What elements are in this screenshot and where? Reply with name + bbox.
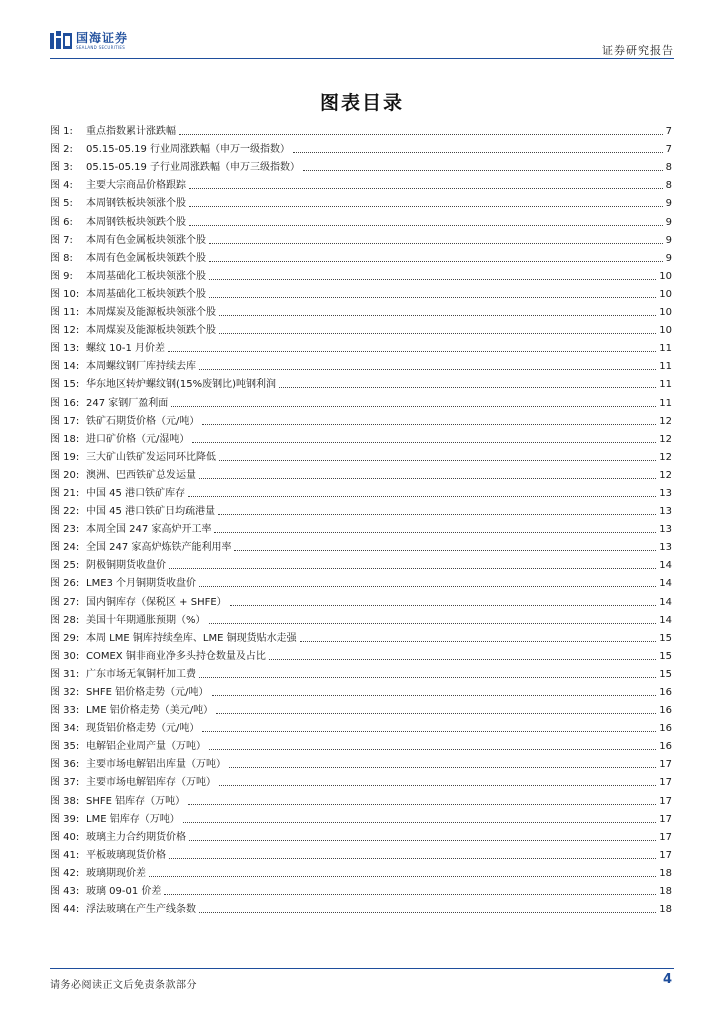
toc-page-number: 12 [659, 433, 672, 445]
toc-figure-number: 图 38: [50, 795, 80, 807]
toc-figure-title: 本周基础化工板块领跌个股 [86, 288, 206, 300]
toc-page-number: 14 [659, 596, 672, 608]
toc-page-number: 9 [665, 198, 672, 210]
toc-entry[interactable] [50, 428, 672, 446]
toc-figure-title: 广东市场无氧铜杆加工费 [86, 668, 196, 680]
toc-entry[interactable] [50, 826, 672, 844]
toc-dot-leader [230, 605, 657, 606]
toc-figure-number: 图 37: [50, 777, 80, 789]
toc-page-number: 17 [659, 777, 672, 789]
toc-entry[interactable] [50, 301, 672, 319]
toc-page-number: 8 [665, 162, 672, 174]
toc-page-number: 12 [659, 415, 672, 427]
toc-figure-number: 图 14: [50, 361, 80, 373]
footer-disclaimer: 请务必阅读正文后免责条款部分 [50, 980, 197, 991]
toc-figure-number: 图 40: [50, 831, 80, 843]
toc-figure-number: 图 35: [50, 741, 80, 753]
toc-page-number: 13 [659, 542, 672, 554]
toc-figure-number: 图 25: [50, 560, 80, 572]
toc-figure-number: 图 4: [50, 180, 73, 192]
toc-entry[interactable] [50, 699, 672, 717]
toc-dot-leader [229, 767, 656, 768]
toc-entry[interactable] [50, 609, 672, 627]
toc-page-number: 10 [659, 288, 672, 300]
toc-entry[interactable] [50, 717, 672, 735]
toc-entry[interactable] [50, 663, 672, 681]
toc-page-number: 13 [659, 487, 672, 499]
toc-dot-leader [199, 912, 656, 913]
toc-dot-leader [189, 206, 663, 207]
toc-dot-leader [209, 243, 663, 244]
toc-page-number: 15 [659, 668, 672, 680]
toc-figure-number: 图 6: [50, 216, 73, 228]
toc-entry[interactable] [50, 446, 672, 464]
toc-entry[interactable] [50, 753, 672, 771]
header-divider [50, 58, 674, 59]
toc-entry[interactable] [50, 373, 672, 391]
toc-entry[interactable] [50, 482, 672, 500]
toc-entry[interactable] [50, 572, 672, 590]
toc-figure-title: 三大矿山铁矿发运同环比降低 [86, 451, 216, 463]
toc-entry[interactable] [50, 192, 672, 210]
page-number: 4 [662, 972, 672, 987]
toc-entry[interactable] [50, 844, 672, 862]
toc-figure-number: 图 20: [50, 469, 80, 481]
toc-dot-leader [279, 387, 656, 388]
toc-figure-number: 图 21: [50, 487, 80, 499]
company-logo [50, 30, 128, 52]
toc-dot-leader [188, 804, 656, 805]
toc-figure-number: 图 3: [50, 162, 73, 174]
toc-page-number: 18 [659, 904, 672, 916]
toc-dot-leader [234, 550, 656, 551]
toc-dot-leader [169, 568, 656, 569]
toc-figure-number: 图 7: [50, 234, 73, 246]
toc-page-number: 14 [659, 560, 672, 572]
toc-entry[interactable] [50, 681, 672, 699]
toc-page-number: 12 [659, 469, 672, 481]
toc-page-number: 10 [659, 325, 672, 337]
toc-dot-leader [199, 677, 656, 678]
toc-figure-title: 本周 LME 铜库持续垒库、LME 铜现货贴水走强 [86, 632, 297, 644]
toc-entry[interactable] [50, 518, 672, 536]
toc-dot-leader [171, 406, 656, 407]
toc-figure-title: 玻璃期现价差 [86, 867, 146, 879]
sealand-logo-icon [50, 31, 72, 51]
toc-figure-number: 图 44: [50, 904, 80, 916]
toc-dot-leader [189, 225, 663, 226]
toc-entry[interactable] [50, 229, 672, 247]
toc-figure-number: 图 9: [50, 270, 73, 282]
toc-dot-leader [199, 478, 656, 479]
toc-page-number: 14 [659, 614, 672, 626]
toc-figure-title: 玻璃 09-01 价差 [86, 886, 162, 898]
toc-dot-leader [219, 333, 656, 334]
toc-page-number: 13 [659, 524, 672, 536]
toc-figure-number: 图 33: [50, 705, 80, 717]
toc-figure-number: 图 5: [50, 198, 73, 210]
toc-figure-title: 247 家钢厂盈利面 [86, 397, 169, 409]
toc-figure-title: 本周煤炭及能源板块领跌个股 [86, 325, 216, 337]
toc-figure-title: 主要大宗商品价格跟踪 [86, 180, 186, 192]
toc-figure-number: 图 28: [50, 614, 80, 626]
toc-entry[interactable] [50, 500, 672, 518]
toc-figure-title: SHFE 铝库存（万吨） [86, 795, 186, 807]
toc-figure-number: 图 30: [50, 650, 80, 662]
toc-figure-number: 图 42: [50, 867, 80, 879]
toc-dot-leader [293, 152, 663, 153]
toc-entry[interactable] [50, 880, 672, 898]
toc-dot-leader [209, 279, 656, 280]
toc-entry[interactable] [50, 554, 672, 572]
toc-figure-title: 华东地区转炉螺纹钢(15%废钢比)吨钢利润 [86, 379, 277, 391]
toc-dot-leader [300, 641, 657, 642]
toc-figure-title: 进口矿价格（元/湿吨） [86, 433, 190, 445]
toc-figure-title: 铁矿石期货价格（元/吨） [86, 415, 200, 427]
toc-entry[interactable] [50, 247, 672, 265]
toc-dot-leader [216, 713, 656, 714]
toc-page-number: 9 [665, 252, 672, 264]
toc-page-number: 18 [659, 886, 672, 898]
toc-page-number: 16 [659, 723, 672, 735]
toc-entry[interactable] [50, 337, 672, 355]
toc-figure-title: 本周钢铁板块领涨个股 [86, 198, 186, 210]
toc-figure-number: 图 23: [50, 524, 80, 536]
toc-page-number: 11 [659, 343, 672, 355]
toc-figure-title: 中国 45 港口铁矿库存 [86, 487, 186, 499]
toc-dot-leader [199, 369, 656, 370]
toc-page-number: 17 [659, 849, 672, 861]
toc-page-number: 16 [659, 687, 672, 698]
toc-figure-title: COMEX 铜非商业净多头持仓数量及占比 [86, 650, 266, 662]
toc-dot-leader [188, 496, 656, 497]
toc-figure-number: 图 10: [50, 288, 80, 300]
toc-dot-leader [212, 695, 657, 696]
toc-page-number: 7 [665, 126, 672, 138]
toc-figure-number: 图 31: [50, 668, 80, 680]
toc-entry[interactable] [50, 808, 672, 826]
toc-entry[interactable] [50, 283, 672, 301]
toc-page-number: 9 [665, 216, 672, 228]
toc-figure-number: 图 19: [50, 451, 80, 463]
toc-entry[interactable] [50, 156, 672, 174]
report-type-label: 证券研究报告 [602, 44, 674, 57]
toc-figure-title: 美国十年期通胀预期（%） [86, 614, 206, 626]
toc-figure-title: SHFE 铝价格走势（元/吨） [86, 687, 209, 698]
figure-list [50, 120, 672, 916]
toc-dot-leader [179, 134, 663, 135]
toc-entry[interactable] [50, 862, 672, 880]
toc-figure-title: LME 铝价格走势（美元/吨） [86, 705, 214, 717]
toc-figure-number: 图 15: [50, 379, 80, 391]
toc-page-number: 11 [659, 397, 672, 409]
toc-figure-title: 本周煤炭及能源板块领涨个股 [86, 307, 216, 319]
footer-divider [50, 968, 674, 969]
toc-entry[interactable] [50, 410, 672, 428]
toc-dot-leader [169, 858, 656, 859]
toc-page-number: 12 [659, 451, 672, 463]
toc-page-number: 17 [659, 795, 672, 807]
toc-figure-title: 05.15-05.19 行业周涨跌幅（申万一级指数） [86, 144, 291, 156]
toc-figure-title: 本周螺纹钢厂库持续去库 [86, 361, 196, 373]
toc-entry[interactable] [50, 789, 672, 807]
toc-page-number: 11 [659, 361, 672, 373]
toc-page-number: 7 [665, 144, 672, 156]
toc-figure-number: 图 12: [50, 325, 80, 337]
toc-dot-leader [202, 731, 656, 732]
toc-page-number: 16 [659, 705, 672, 717]
toc-entry[interactable] [50, 735, 672, 753]
toc-page-number: 13 [659, 506, 672, 518]
toc-dot-leader [218, 514, 656, 515]
toc-dot-leader [219, 460, 656, 461]
toc-dot-leader [164, 894, 656, 895]
toc-entry[interactable] [50, 464, 672, 482]
toc-page-number: 14 [659, 578, 672, 590]
toc-figure-title: 主要市场电解铝库存（万吨） [86, 777, 216, 789]
toc-figure-title: 全国 247 家高炉炼铁产能利用率 [86, 542, 232, 554]
toc-entry[interactable] [50, 391, 672, 409]
toc-dot-leader [189, 840, 656, 841]
toc-figure-number: 图 8: [50, 252, 73, 264]
toc-page-number: 15 [659, 632, 672, 644]
toc-dot-leader [199, 586, 656, 587]
toc-figure-number: 图 13: [50, 343, 80, 355]
toc-figure-title: 国内铜库存（保税区 + SHFE） [86, 596, 227, 608]
toc-page-number: 9 [665, 234, 672, 246]
toc-entry[interactable] [50, 627, 672, 645]
toc-dot-leader [219, 315, 656, 316]
toc-dot-leader [303, 170, 663, 171]
toc-entry[interactable] [50, 319, 672, 337]
toc-page-number: 10 [659, 307, 672, 319]
toc-figure-title: 05.15-05.19 子行业周涨跌幅（申万三级指数） [86, 162, 301, 174]
toc-page-number: 17 [659, 831, 672, 843]
toc-figure-title: 阴极铜期货收盘价 [86, 560, 166, 572]
toc-figure-number: 图 2: [50, 144, 73, 156]
toc-figure-number: 图 16: [50, 397, 80, 409]
toc-figure-number: 图 34: [50, 723, 80, 735]
toc-entry[interactable] [50, 645, 672, 663]
page-title: 图表目录 [319, 92, 404, 114]
toc-figure-title: 平板玻璃现货价格 [86, 849, 166, 861]
toc-page-number: 17 [659, 813, 672, 825]
toc-dot-leader [209, 261, 663, 262]
toc-figure-number: 图 1: [50, 126, 73, 138]
toc-dot-leader [189, 188, 663, 189]
toc-dot-leader [149, 876, 656, 877]
toc-entry[interactable] [50, 120, 672, 138]
toc-page-number: 17 [659, 759, 672, 771]
toc-dot-leader [192, 442, 656, 443]
toc-entry[interactable] [50, 210, 672, 228]
toc-figure-title: 本周有色金属板块领跌个股 [86, 252, 206, 264]
toc-figure-number: 图 22: [50, 506, 80, 518]
toc-dot-leader [209, 297, 656, 298]
toc-entry[interactable] [50, 536, 672, 554]
toc-entry[interactable] [50, 265, 672, 283]
toc-dot-leader [219, 785, 656, 786]
toc-figure-number: 图 39: [50, 813, 80, 825]
toc-figure-number: 图 24: [50, 542, 80, 554]
page-header [0, 0, 724, 62]
toc-figure-number: 图 41: [50, 849, 80, 861]
toc-page-number: 8 [665, 180, 672, 192]
toc-figure-number: 图 11: [50, 307, 80, 319]
toc-page-number: 16 [659, 741, 672, 753]
toc-figure-number: 图 18: [50, 433, 80, 445]
logo-chinese-name: 国海证券 [76, 30, 129, 45]
toc-figure-number: 图 36: [50, 759, 80, 771]
toc-figure-title: 中国 45 港口铁矿日均疏港量 [86, 506, 216, 518]
toc-figure-title: 主要市场电解铝出库量（万吨） [86, 759, 226, 771]
toc-dot-leader [209, 749, 656, 750]
toc-figure-title: 本周全国 247 家高炉开工率 [86, 524, 212, 536]
toc-entry[interactable] [50, 590, 672, 608]
logo-english-name: SEALAND SECURITIES [76, 44, 126, 50]
toc-page-number: 11 [659, 379, 672, 391]
toc-page-number: 18 [659, 867, 672, 879]
toc-dot-leader [209, 623, 657, 624]
toc-figure-title: 螺纹 10-1 月价差 [86, 343, 166, 355]
toc-entry[interactable] [50, 174, 672, 192]
toc-figure-title: 现货铝价格走势（元/吨） [86, 723, 200, 735]
toc-figure-title: 重点指数累计涨跌幅 [86, 126, 176, 138]
toc-figure-title: 本周基础化工板块领涨个股 [86, 270, 206, 282]
toc-figure-number: 图 43: [50, 886, 80, 898]
toc-figure-number: 图 17: [50, 415, 80, 427]
toc-entry[interactable] [50, 898, 672, 916]
toc-dot-leader [269, 659, 656, 660]
toc-figure-number: 图 32: [50, 687, 80, 698]
toc-figure-title: 浮法玻璃在产生产线条数 [86, 904, 196, 916]
toc-entry[interactable] [50, 771, 672, 789]
toc-page-number: 10 [659, 270, 672, 282]
toc-figure-title: LME 铝库存（万吨） [86, 813, 180, 825]
toc-entry[interactable] [50, 355, 672, 373]
toc-dot-leader [202, 424, 656, 425]
toc-dot-leader [183, 822, 657, 823]
toc-dot-leader [168, 351, 656, 352]
toc-page-number: 15 [659, 650, 672, 662]
toc-figure-number: 图 29: [50, 632, 80, 644]
toc-entry[interactable] [50, 138, 672, 156]
toc-figure-title: LME3 个月铜期货收盘价 [86, 578, 197, 590]
toc-figure-title: 澳洲、巴西铁矿总发运量 [86, 469, 196, 481]
toc-figure-title: 本周钢铁板块领跌个股 [86, 216, 186, 228]
toc-dot-leader [214, 532, 656, 533]
toc-figure-title: 电解铝企业周产量（万吨） [86, 741, 206, 753]
toc-figure-number: 图 26: [50, 578, 80, 590]
toc-figure-number: 图 27: [50, 596, 80, 608]
toc-figure-title: 玻璃主力合约期货价格 [86, 831, 186, 843]
toc-figure-title: 本周有色金属板块领涨个股 [86, 234, 206, 246]
